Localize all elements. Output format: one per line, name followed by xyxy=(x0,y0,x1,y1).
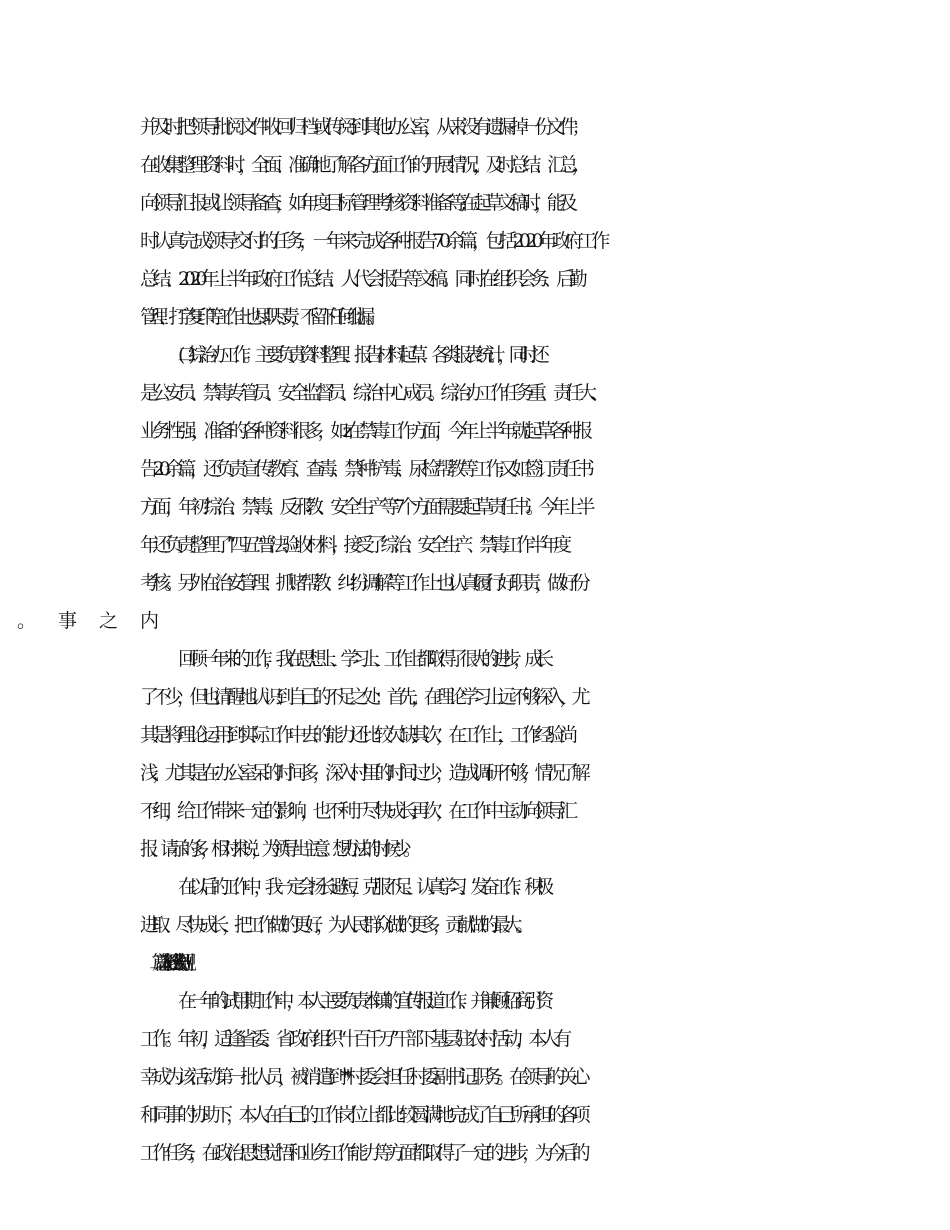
text-line: 年还负责整理了“四五”普法验收材料，接受了综治、安全生产、禁毒工作半年度 xyxy=(140,534,566,556)
text-line: 回顾一年来的工作，我在思想上、学习上、工作上都取得了很大的进步，成长 xyxy=(178,648,547,670)
text-line: 工作任务，在政治思想觉悟和业务工作能力等方面都取得了一定的进步，为今后的 xyxy=(140,1142,585,1164)
text-line: 在以后的工作中，我一定会扬长避短，克服不足、认真学习、发奋工作、积极 xyxy=(178,876,547,898)
text-line: 时认真完成领导交付的任务，一年来完成各种报告 70 余篇，包括 2020 年政府工作 xyxy=(140,230,605,252)
text-line: 向领导汇报或让领导备查，如年度目标管理考核资料准备等;在起草文稿时，能及 xyxy=(140,192,572,214)
text-line: 浅，尤其是在办公室呆的时间多，深入村里的时间过少，造成调研不够，情况了解 xyxy=(140,762,585,784)
text-line xyxy=(140,606,950,636)
section-heading xyxy=(178,948,950,978)
text-line: 业务性强，准备的各种资料很多，如 z 在禁毒工作方面，今年上半年就起草各种报 xyxy=(140,420,588,442)
text-line: 幸成为该活动第一批人员，被消遣到**村委会担任村委副书记职务。在领导的关心 xyxy=(140,1066,585,1088)
text-line: 总结、2020 年上半年政府工作总结、人代会报告等文稿。同时在组织会务、后勤 xyxy=(140,268,582,290)
text-line: 管理、打字复印等工作上也尽职尽责，不留下任何纰漏。 xyxy=(140,306,376,328)
text-line: 进取、尽快成长，把工作做的更好，为人民群众做的更多，贡献做的最大。 xyxy=(140,914,528,936)
text-line: 在收集整理资料时，全面、准确地了解各方面工作的开展情况，及时总结、汇总， xyxy=(140,154,585,176)
text-line: 并及时把领导批阅文件收回归档或传阅到其他办公室，从来没有遗漏掉一份文件； xyxy=(140,116,585,138)
text-line: 其是将理论运用到实际工作中去的能力还比较欠缺;其次，在工作上，工作经验尚 xyxy=(140,724,572,746)
text-line: 告 20 余篇，还负责宣传教育、查毒、禁种铲毒、尿检帮教等工作;又如签订责任书 xyxy=(140,458,589,480)
text-line: 方面，年初综治、禁毒、反邪教、安全生产等 7 个方面需要起草责任书。今年上半 xyxy=(140,496,590,518)
text-line: 和同事的协助下，本人在自己的工作岗位上都比较圆满地完成了自己所承担的各项 xyxy=(140,1104,585,1126)
text-line: 不细，给工作带来一定的影响，也不利于尽快成长;再次，在工作中主动向领导汇 xyxy=(140,800,572,822)
text-line: 考核。另外在治安管理、抓赌帮教、纠纷调解等工作上也认真履行好职责，做好份 xyxy=(140,572,585,594)
text-line: 工作。年初，适逢省委、省政府组织“十百千万”干部下基层驻农村活动，本人有 xyxy=(140,1028,566,1050)
text-line: (二)综治办工作。主要负责资料整理、报告材料起草、各类报表统计，同时还 xyxy=(178,344,542,366)
text-line: 报、请示的多，相对来说，为领导出主意、想办法的时候少。 xyxy=(140,838,414,860)
text-line: 是公安员、禁毒专管员、安全监督员、综治中心成员。综治办工作任务重、责任大、 xyxy=(140,382,604,404)
text-line: 了不少，但也清醒地认识到自己的不足之处：首先，在理论学习上远不够深入，尤 xyxy=(140,686,585,708)
text-line: 在一年的试用期工作中，本人主要负责本镇的宣传报道工作、并兼顾招商引资 xyxy=(178,990,547,1012)
